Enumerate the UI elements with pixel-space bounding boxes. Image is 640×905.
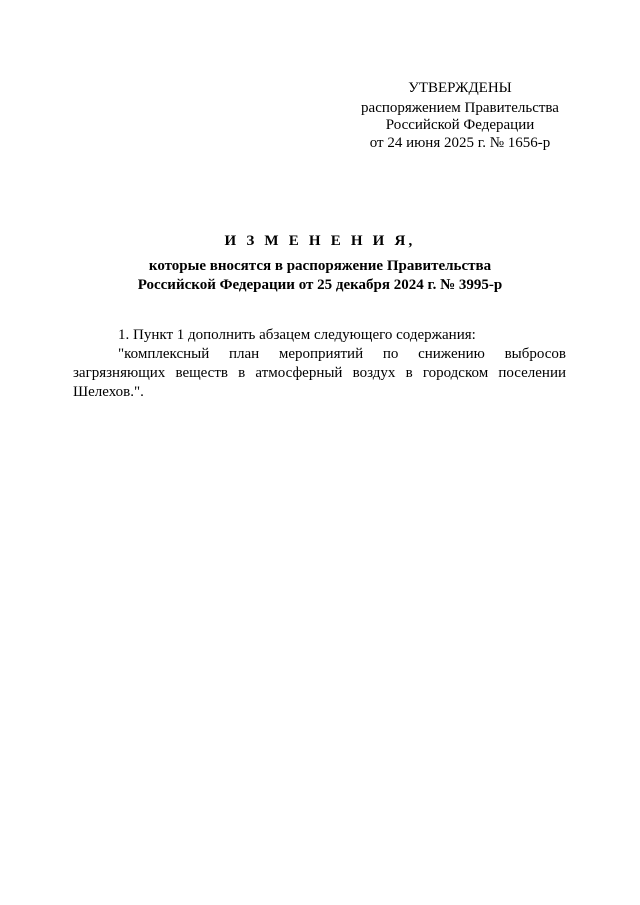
subtitle-line: которые вносятся в распоряжение Правительства [148,258,492,274]
approval-stamp-title: УТВЕРЖДЕНЫ [408,80,512,96]
approval-block [340,80,580,152]
document-title: И З М Е Н Е Н И Я, [224,233,416,249]
approval-line: распоряжением Правительства [361,99,559,116]
body-paragraph: "комплексный план мероприятий по снижению выбросов загрязняющих веществ в атмосферный воздух в городском поселении Шелехов.". [73,346,566,400]
approval-date-number: от 24 июня 2025 г. № 1656-р [369,134,551,151]
body-paragraph: 1. Пункт 1 дополнить абзацем следующего содержания: [118,327,476,343]
document-body [73,326,566,402]
subtitle-line: Российской Федерации от 25 декабря 2024 г. № 3995-р [137,276,503,293]
approval-line: Российской Федерации [385,117,535,133]
document-subtitle [80,257,560,294]
